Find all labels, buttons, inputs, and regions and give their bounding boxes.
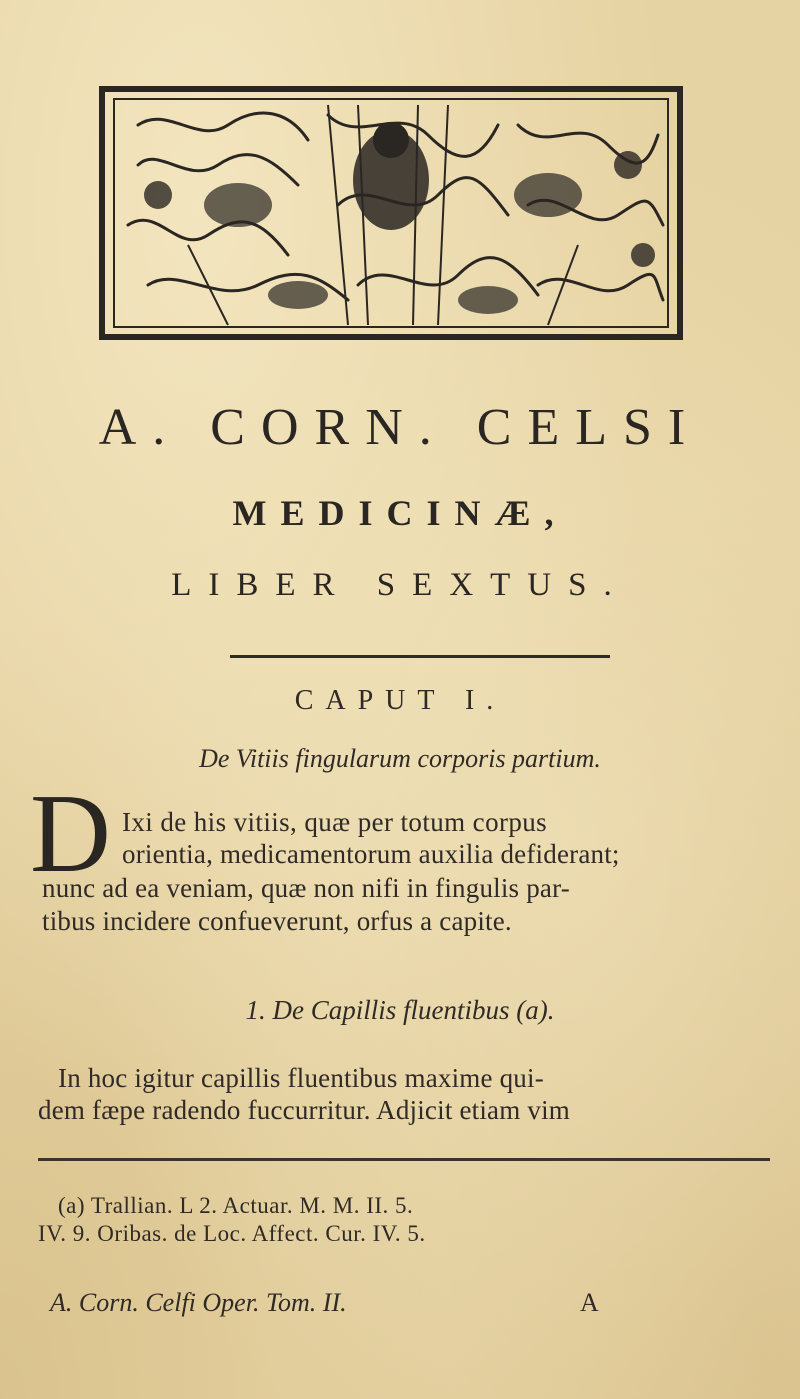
footnote-line: IV. 9. Oribas. de Loc. Affect. Cur. IV. 5. [38, 1221, 426, 1246]
signature-line: A. Corn. Celfi Oper. Tom. II. [50, 1288, 347, 1317]
section-line: In hoc igitur capillis fluentibus maxime qui- [58, 1063, 544, 1093]
section-line: dem fæpe radendo fuccurritur. Adjicit etiam vim [38, 1095, 570, 1125]
footnote-divider [38, 1158, 770, 1161]
book-title: LIBER SEXTUS. [171, 567, 629, 603]
author-title: A. CORN. CELSI [98, 399, 702, 456]
section-heading: 1. De Capillis fluentibus (a). [245, 995, 555, 1025]
work-title: MEDICINÆ, [232, 493, 568, 533]
signature-mark: A [580, 1288, 599, 1317]
footnote-line: (a) Trallian. L 2. Actuar. M. M. II. 5. [58, 1193, 414, 1218]
chapter-title: CAPUT I. [294, 685, 506, 716]
body-line: orientia, medicamentorum auxilia defiderant; [122, 839, 620, 869]
title-divider [230, 655, 610, 658]
chapter-subtitle: De Vitiis fingularum corporis partium. [199, 744, 601, 773]
body-line: Ixi de his vitiis, quæ per totum corpus [122, 807, 548, 837]
woodcut-headpiece-icon [98, 85, 684, 341]
drop-cap: D [30, 772, 111, 896]
body-line: nunc ad ea veniam, quæ non nifi in fingulis par- [42, 873, 570, 903]
body-line: tibus incidere confueverunt, orfus a capite. [42, 906, 512, 936]
